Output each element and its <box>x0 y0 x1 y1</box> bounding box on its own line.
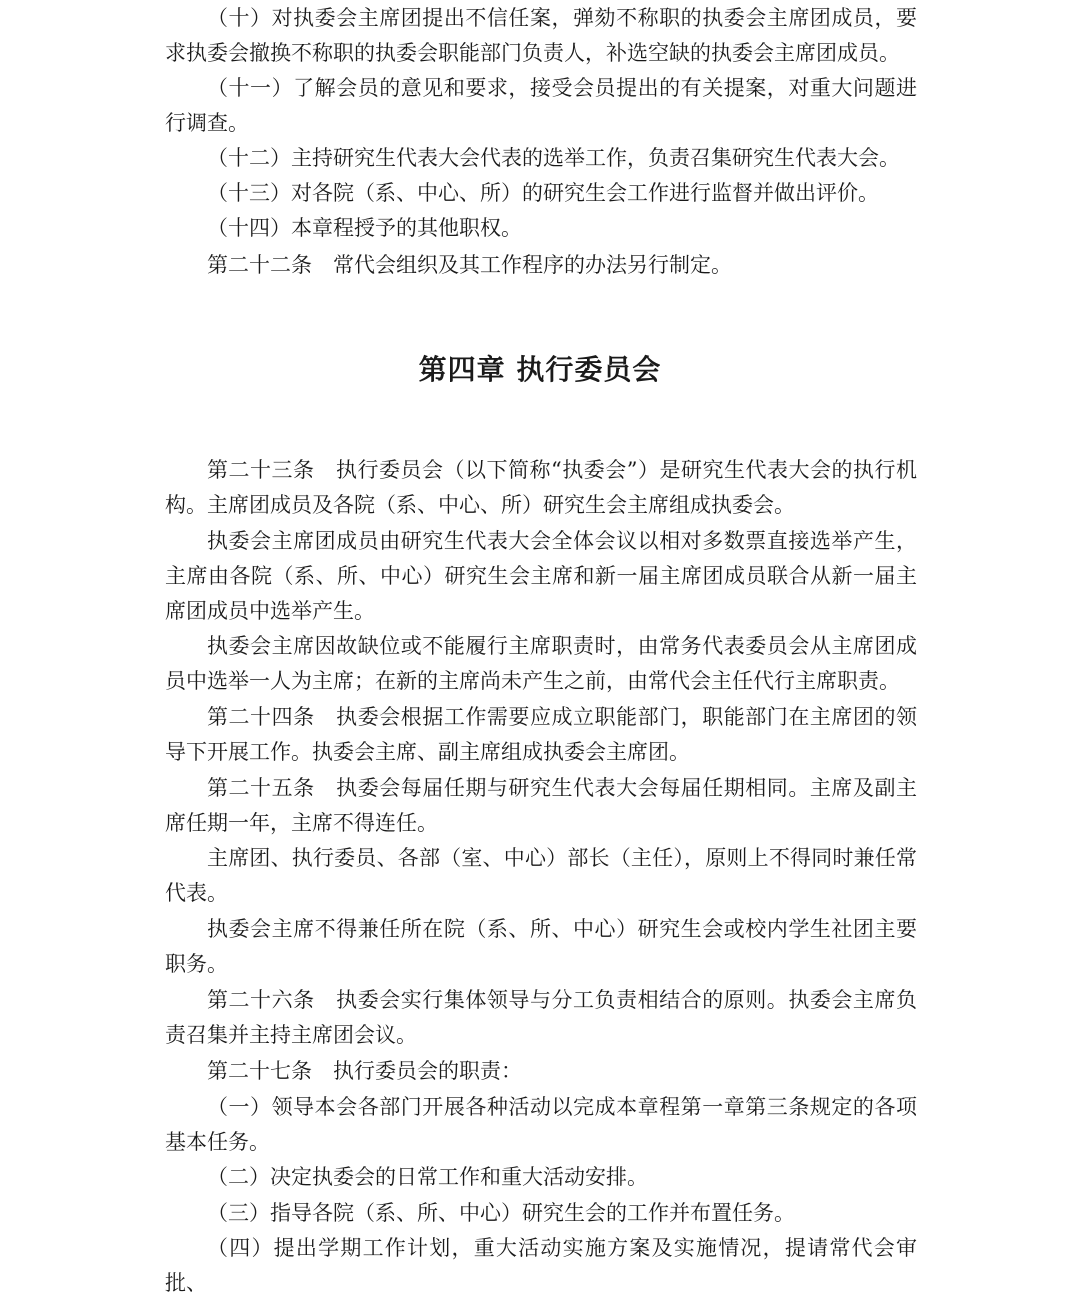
article-23-paragraph-3: 执委会主席因故缺位或不能履行主席职责时，由常务代表委员会从主席团成员中选举一人为主席；在新的主席尚未产生之前，由常代会主任代行主席职责。 <box>165 634 917 693</box>
chapter-title: 第四章 执行委员会 <box>418 353 662 386</box>
duty-item-2: （二）决定执委会的日常工作和重大活动安排。 <box>207 1165 648 1189</box>
duty-item-1: （一）领导本会各部门开展各种活动以完成本章程第一章第三条规定的各项基本任务。 <box>165 1095 917 1154</box>
clause-item-10: （十）对执委会主席团提出不信任案，弹劾不称职的执委会主席团成员，要求执委会撤换不称职的执委会职能部门负责人，补选空缺的执委会主席团成员。 <box>165 6 917 65</box>
article-25: 第二十五条 执委会每届任期与研究生代表大会每届任期相同。主席及副主席任期一年，主席不得连任。 <box>165 776 917 835</box>
article-26: 第二十六条 执委会实行集体领导与分工负责相结合的原则。执委会主席负责召集并主持主席团会议。 <box>165 988 917 1047</box>
duty-item-3: （三）指导各院（系、所、中心）研究生会的工作并布置任务。 <box>207 1201 795 1225</box>
article-24: 第二十四条 执委会根据工作需要应成立职能部门，职能部门在主席团的领导下开展工作。执委会主席、副主席组成执委会主席团。 <box>165 705 917 764</box>
article-23-paragraph-2: 执委会主席团成员由研究生代表大会全体会议以相对多数票直接选举产生，主席由各院（系、所、中心）研究生会主席和新一届主席团成员联合从新一届主席团成员中选举产生。 <box>165 529 917 623</box>
article-22: 第二十二条 常代会组织及其工作程序的办法另行制定。 <box>207 253 732 277</box>
article-25-paragraph-3: 执委会主席不得兼任所在院（系、所、中心）研究生会或校内学生社团主要职务。 <box>165 917 917 976</box>
clause-item-11: （十一）了解会员的意见和要求，接受会员提出的有关提案，对重大问题进行调查。 <box>165 76 917 135</box>
article-25-paragraph-2: 主席团、执行委员、各部（室、中心）部长（主任），原则上不得同时兼任常代表。 <box>165 846 917 905</box>
article-27: 第二十七条 执行委员会的职责： <box>207 1059 522 1083</box>
clause-item-13: （十三）对各院（系、中心、所）的研究生会工作进行监督并做出评价。 <box>207 181 879 205</box>
clause-item-14: （十四）本章程授予的其他职权。 <box>207 216 522 240</box>
clause-item-12: （十二）主持研究生代表大会代表的选举工作，负责召集研究生代表大会。 <box>207 146 900 170</box>
article-23: 第二十三条 执行委员会（以下简称“执委会”）是研究生代表大会的执行机构。主席团成员及各院（系、中心、所）研究生会主席组成执委会。 <box>165 458 917 517</box>
duty-item-4: （四）提出学期工作计划，重大活动实施方案及实施情况，提请常代会审批、 <box>165 1236 917 1295</box>
